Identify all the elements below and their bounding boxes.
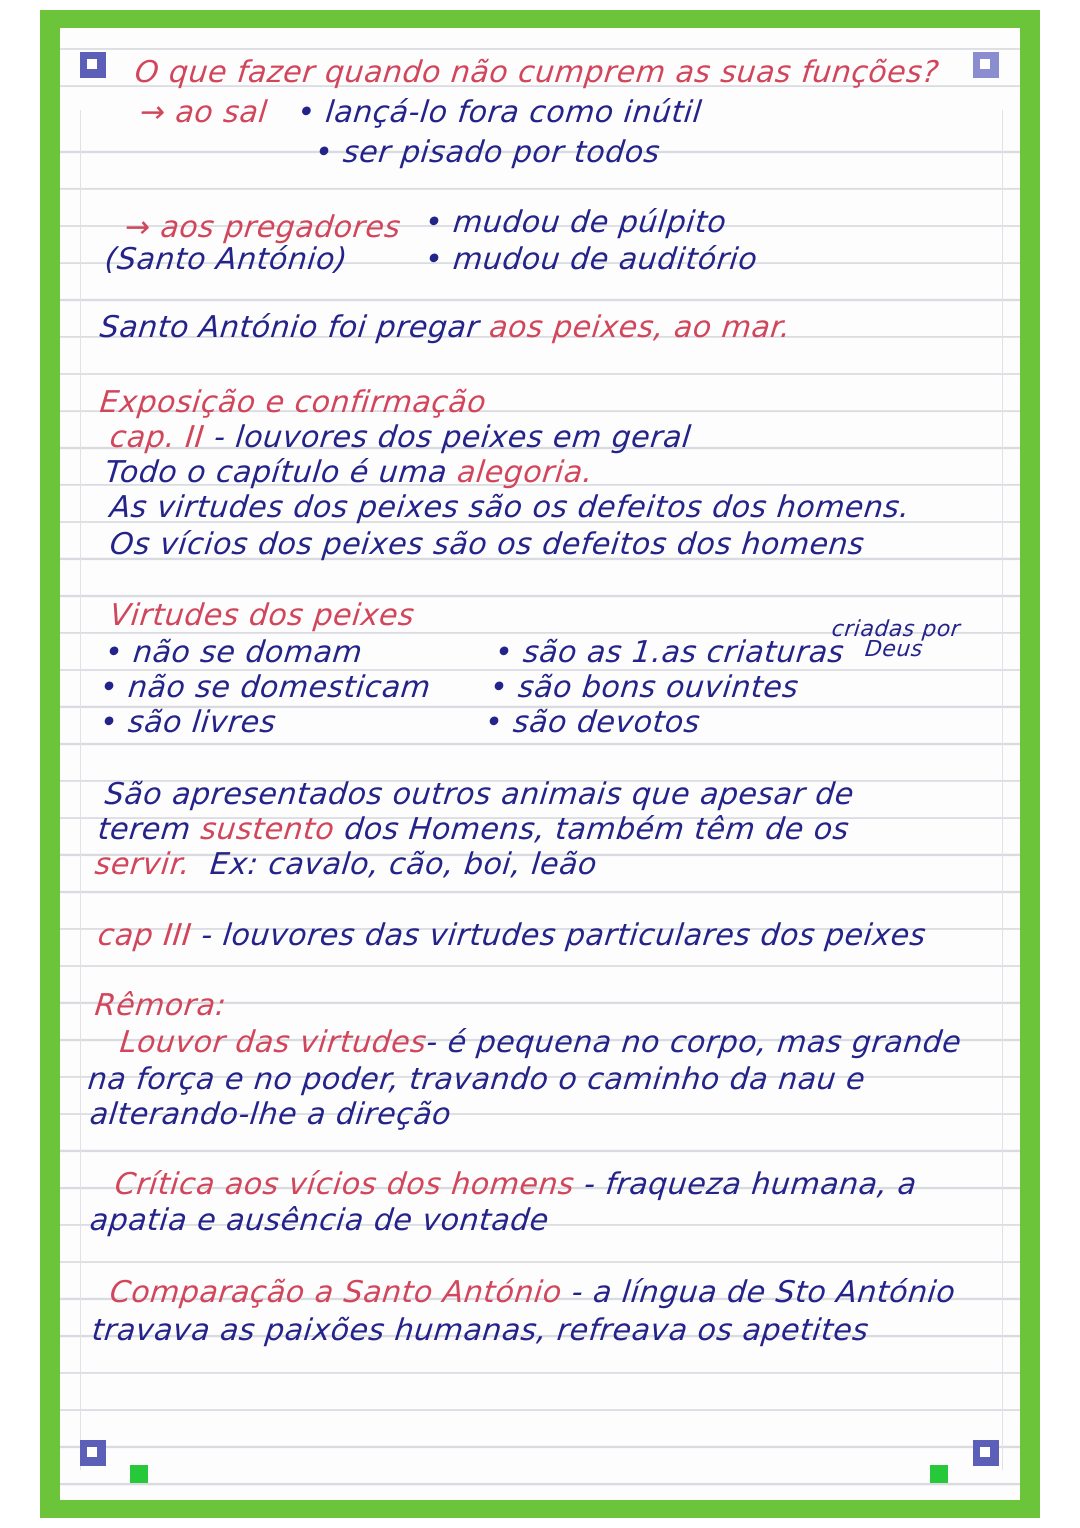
- note-text: Santo António foi pregar: [98, 310, 482, 345]
- note-line: travava as paixões humanas, refreava os apetites: [90, 1313, 871, 1348]
- corner-marker-icon: [973, 52, 999, 78]
- note-text: - louvores dos peixes em geral: [212, 420, 693, 455]
- note-line: São apresentados outros animais que apesar de: [103, 777, 856, 812]
- note-text: servir.: [93, 847, 192, 882]
- note-text: Louvor das virtudes: [118, 1025, 429, 1060]
- note-text: sustento: [198, 812, 337, 847]
- note-line: na força e no poder, travando o caminho da nau e: [86, 1062, 868, 1097]
- note-line: (Santo António): [103, 242, 350, 277]
- note-line: alterando-lhe a direção: [88, 1097, 453, 1132]
- note-line: [113, 1167, 918, 1202]
- note-text: terem: [96, 812, 193, 847]
- note-line: apatia e ausência de vontade: [88, 1203, 551, 1238]
- note-line: [96, 918, 928, 953]
- note-line: [98, 310, 792, 345]
- note-line: [138, 95, 703, 130]
- note-line: [108, 420, 693, 455]
- green-square-marker: [130, 1465, 148, 1483]
- list-item: • são livres: [98, 705, 278, 740]
- note-text: alegoria.: [455, 455, 595, 490]
- note-line: [108, 1275, 957, 1310]
- list-item: • são devotos: [483, 705, 702, 740]
- heading-question: O que fazer quando não cumprem as suas funções?: [133, 55, 941, 90]
- corner-marker-icon: [973, 1440, 999, 1466]
- section-heading: Virtudes dos peixes: [108, 598, 417, 633]
- note-line: • ser pisado por todos: [313, 135, 662, 170]
- note-text: Crítica aos vícios dos homens: [113, 1167, 577, 1202]
- note-text: - a língua de Sto António: [570, 1275, 958, 1310]
- note-line: → aos pregadores: [123, 210, 403, 245]
- note-text: cap. II: [108, 420, 207, 455]
- note-line: [93, 847, 599, 882]
- corner-marker-icon: [80, 52, 106, 78]
- list-item: • são as 1.as criaturas: [493, 635, 846, 670]
- note-line: Os vícios dos peixes são os defeitos dos homens: [108, 527, 867, 562]
- note-text: Ex: cavalo, cão, boi, leão: [208, 847, 599, 882]
- margin-line: [80, 110, 81, 1470]
- list-item: • não se domesticam: [98, 670, 433, 705]
- note-text: dos Homens, também têm de os: [342, 812, 851, 847]
- list-item-note: criadas por Deus: [830, 617, 962, 662]
- note-line: As virtudes dos peixes são os defeitos dos homens.: [108, 490, 912, 525]
- note-line: • mudou de púlpito: [423, 205, 729, 240]
- corner-marker-icon: [80, 1440, 106, 1466]
- margin-line: [1002, 110, 1003, 1470]
- note-text: • lançá-lo fora como inútil: [295, 95, 704, 130]
- list-item: • não se domam: [103, 635, 365, 670]
- green-square-marker: [930, 1465, 948, 1483]
- note-text: Todo o capítulo é uma: [103, 455, 450, 490]
- section-heading: Rêmora:: [93, 988, 229, 1023]
- note-text: cap III: [96, 918, 194, 953]
- note-line: [96, 812, 851, 847]
- note-line: [103, 455, 595, 490]
- note-line: • mudou de auditório: [423, 242, 760, 277]
- note-text: - louvores das virtudes particulares dos peixes: [199, 918, 928, 953]
- note-text: Comparação a Santo António: [108, 1275, 564, 1310]
- note-line: [118, 1025, 963, 1060]
- list-item: • são bons ouvintes: [488, 670, 801, 705]
- note-text: - é pequena no corpo, mas grande: [424, 1025, 964, 1060]
- note-text: - fraqueza humana, a: [582, 1167, 919, 1202]
- note-text: aos peixes, ao mar.: [487, 310, 793, 345]
- section-heading: Exposição e confirmação: [98, 385, 489, 420]
- note-text: → ao sal: [138, 95, 270, 130]
